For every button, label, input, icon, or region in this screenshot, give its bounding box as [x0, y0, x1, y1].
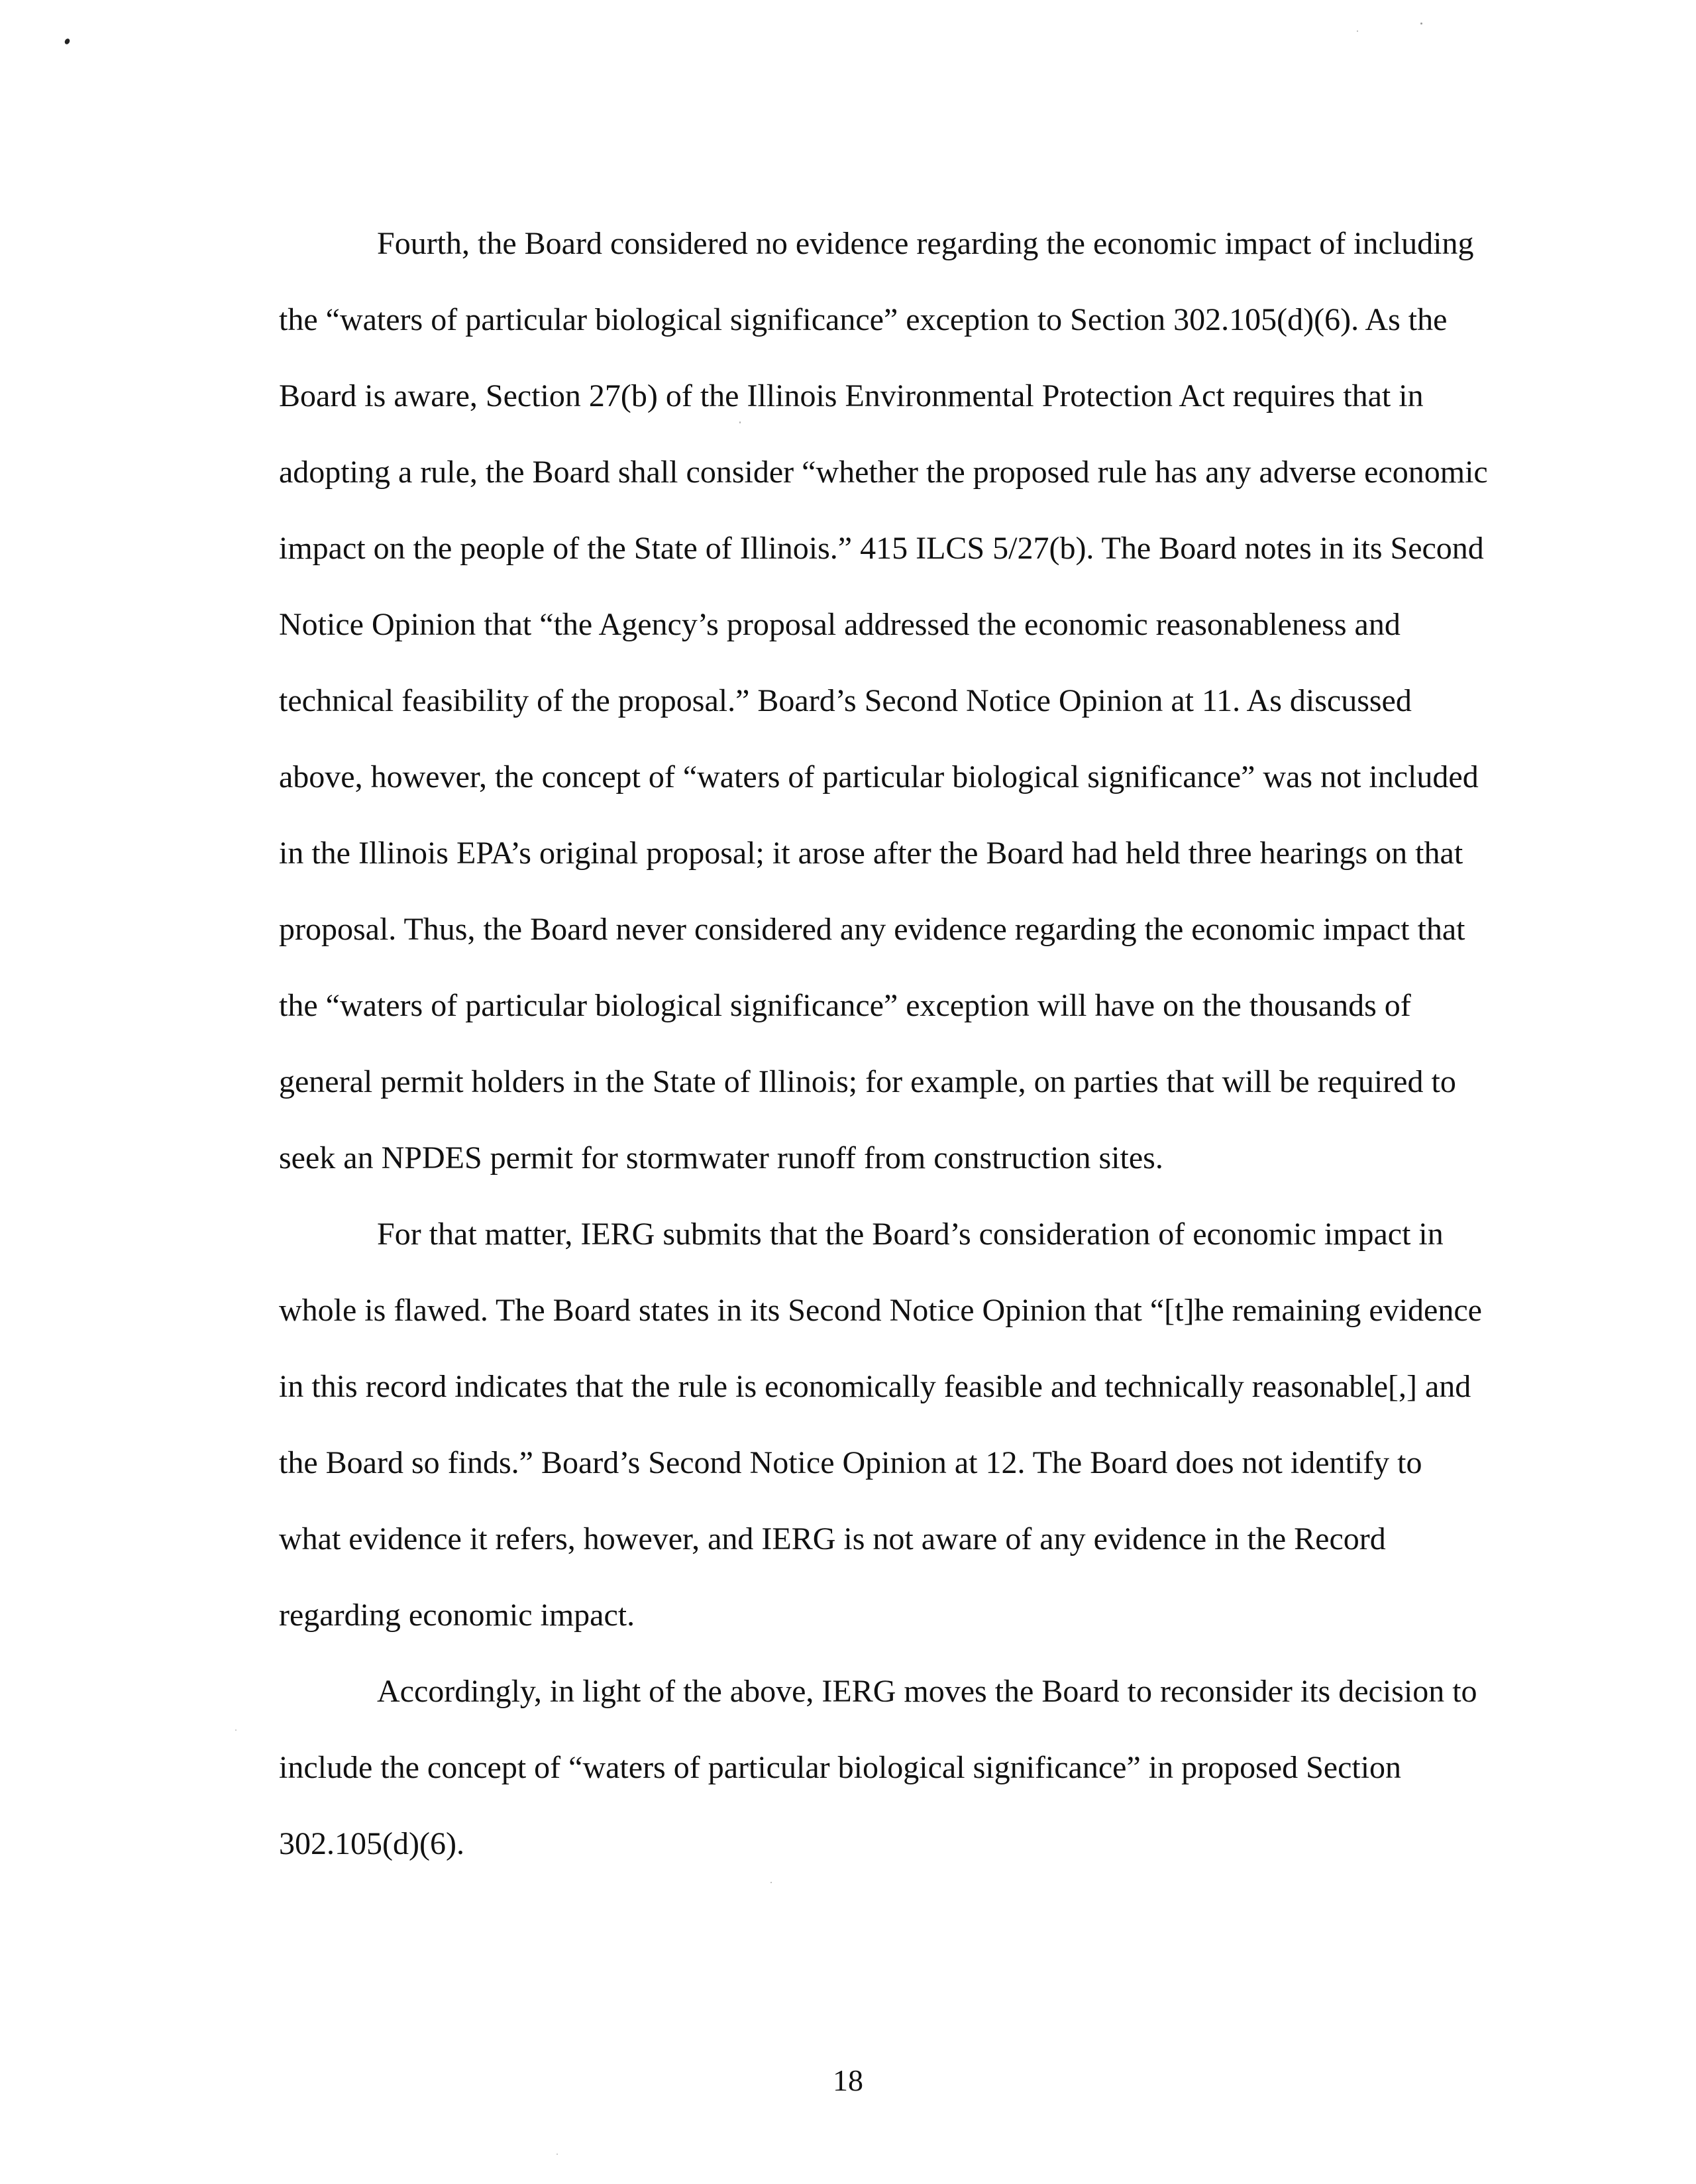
page-number: 18	[833, 2063, 863, 2097]
paragraph-flawed-consideration: For that matter, IERG submits that the Board’s consideration of economic impact in whole is flawed. The Board states in its Second Notice Opinion that “[t]he remaining evidence in this record indicates that the rule is economically feasible and technically reasonable[,] and the Board so finds.” Board’s Second Notice Opinion at 12. The Board does not identify to what evidence it refers, however, and IERG is not aware of any evidence in the Record regarding economic impact.	[279, 1217, 1482, 1633]
scan-speck	[64, 38, 71, 45]
paragraph-conclusion: Accordingly, in light of the above, IERG moves the Board to reconsider its decision to include the concept of “waters of particular biological significance” in proposed Section 302.105(d)(6).	[279, 1674, 1477, 1861]
scan-speck	[1357, 30, 1358, 32]
scan-speck	[770, 1882, 772, 1883]
scan-speck	[235, 1729, 237, 1731]
scan-speck	[556, 2154, 558, 2155]
paragraph-economic-impact: Fourth, the Board considered no evidence regarding the economic impact of including the “waters of particular biological significance” exception to Section 302.105(d)(6). As the Board is aware, Section 27(b) of the Illinois Environmental Protection Act requires that in adopting a rule, the Board shall consider “whether the proposed rule has any adverse economic impact on the people of the State of Illinois.” 415 ILCS 5/27(b). The Board notes in its Second Notice Opinion that “the Agency’s proposal addressed the economic reasonableness and technical feasibility of the proposal.” Board’s Second Notice Opinion at 11. As discussed above, however, the concept of “waters of particular biological significance” was not included in the Illinois EPA’s original proposal; it arose after the Board had held three hearings on that proposal. Thus, the Board never considered any evidence regarding the economic impact that the “waters of particular biological significance” exception will have on the thousands of general permit holders in the State of Illinois; for example, on parties that will be required to seek an NPDES permit for stormwater runoff from construction sites.	[279, 226, 1488, 1175]
scan-speck	[1420, 23, 1422, 25]
document-body	[279, 205, 1491, 1882]
